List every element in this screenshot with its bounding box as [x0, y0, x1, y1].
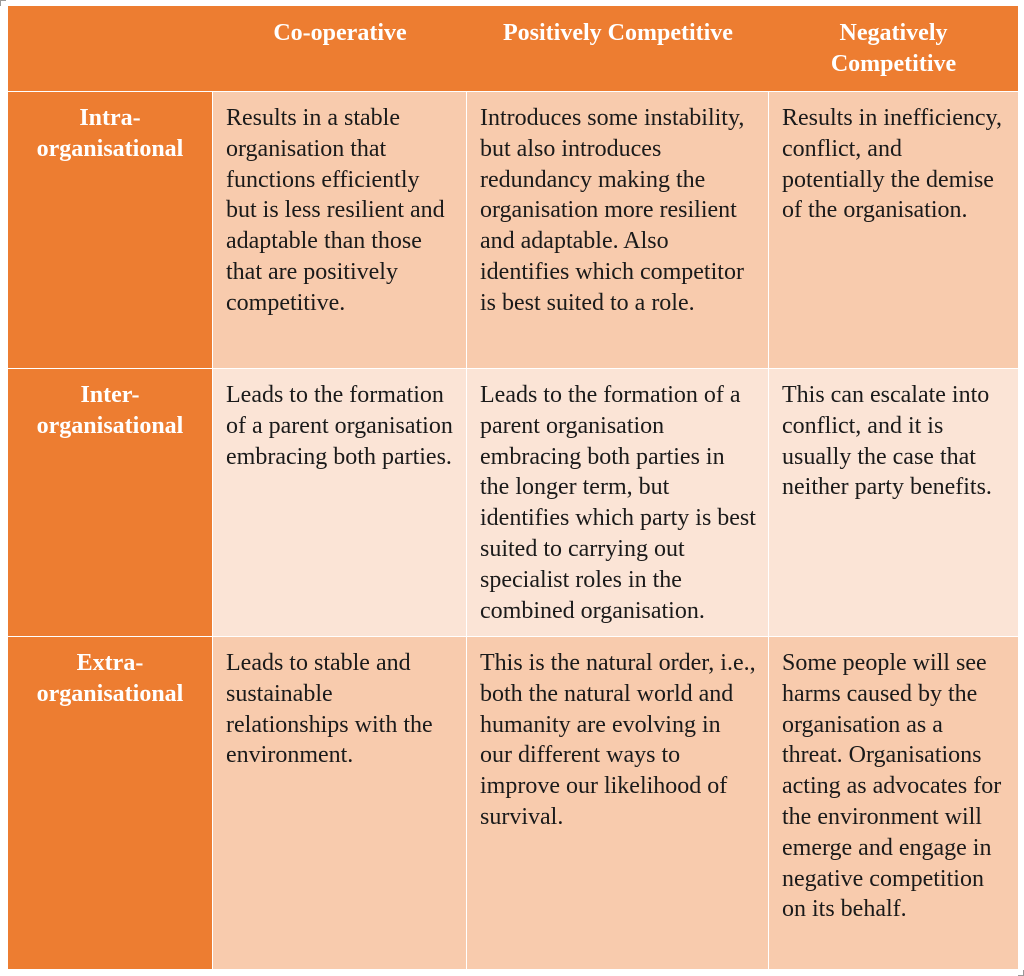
row-header-intra-organisational: Intra-organisational — [8, 92, 213, 369]
table-cell: Some people will see harms caused by the organisation as a threat. Organisations acting as advocates for the environment will emerge and engage in negative competition on its behalf. — [769, 637, 1018, 970]
column-header-cooperative: Co-operative — [213, 6, 467, 92]
table-cell: Leads to the formation of a parent organisation embracing both parties in the longer term, but identifies which party is best suited to carrying out specialist roles in the combined organisation. — [467, 369, 769, 637]
table-cell: Introduces some instability, but also introduces redundancy making the organisation more resilient and adaptable. Also identifies which competitor is best suited to a role. — [467, 92, 769, 369]
row-header-inter-organisational: Inter-organisational — [8, 369, 213, 637]
table-anchor-top-left — [0, 0, 6, 6]
row-header-extra-organisational: Extra-organisational — [8, 637, 213, 970]
table-cell: Results in inefficiency, conflict, and potentially the demise of the organisation. — [769, 92, 1018, 369]
column-header-positively-competitive: Positively Competitive — [467, 6, 769, 92]
organisational-competition-table — [8, 6, 1018, 970]
table-cell: This is the natural order, i.e., both the natural world and humanity are evolving in our different ways to improve our likelihood of survival. — [467, 637, 769, 970]
table-cell: Leads to the formation of a parent organisation embracing both parties. — [213, 369, 467, 637]
table-cell: Results in a stable organisation that functions efficiently but is less resilient and adaptable than those that are positively competitive. — [213, 92, 467, 369]
column-header-negatively-competitive: Negatively Competitive — [769, 6, 1018, 92]
table-anchor-bottom-right — [1018, 970, 1024, 976]
table-cell: Leads to stable and sustainable relationships with the environment. — [213, 637, 467, 970]
header-corner-cell — [8, 6, 213, 92]
table-cell: This can escalate into conflict, and it is usually the case that neither party benefits. — [769, 369, 1018, 637]
